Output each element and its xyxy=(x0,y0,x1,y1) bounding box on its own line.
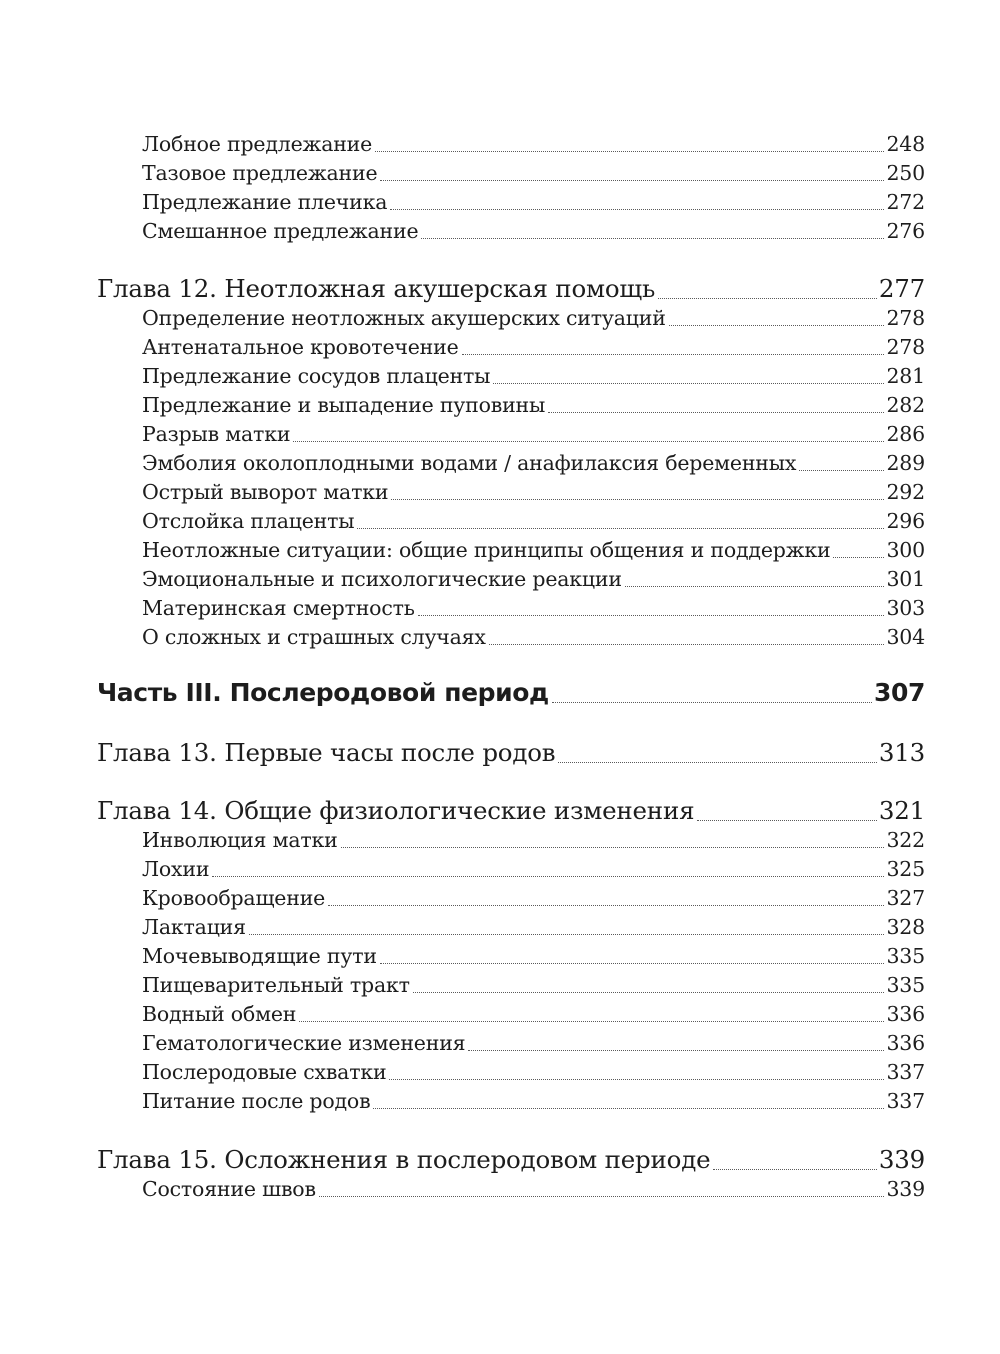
toc-entry-title: Антенатальное кровотечение xyxy=(142,335,459,359)
dot-leader xyxy=(468,1049,884,1051)
toc-entry-title: Пищеварительный тракт xyxy=(142,973,410,997)
toc-entry-page: 325 xyxy=(886,857,925,881)
toc-entry-page: 278 xyxy=(886,335,925,359)
dot-leader xyxy=(380,179,884,181)
toc-entry-page: 292 xyxy=(886,480,925,504)
toc-entry-page: 328 xyxy=(886,915,925,939)
toc-entry xyxy=(142,1177,925,1201)
dot-leader xyxy=(658,297,877,299)
toc-entry xyxy=(142,306,925,330)
toc-entry-page: 278 xyxy=(886,306,925,330)
chapter-page: 321 xyxy=(878,796,925,825)
toc-entry-title: Питание после родов xyxy=(142,1089,371,1113)
dot-leader xyxy=(697,819,877,821)
dot-leader xyxy=(625,585,885,587)
toc-entry-title: Послеродовые схватки xyxy=(142,1060,387,1084)
toc-entry-title: Лактация xyxy=(142,915,246,939)
chapter-page: 313 xyxy=(878,738,925,767)
toc-entry-page: 281 xyxy=(886,364,925,388)
toc-entry-page: 327 xyxy=(886,886,925,910)
dot-leader xyxy=(341,846,885,848)
toc-entry xyxy=(142,886,925,910)
toc-entry-page: 301 xyxy=(886,567,925,591)
toc-entry-page: 272 xyxy=(886,190,925,214)
toc-entry-page: 286 xyxy=(886,422,925,446)
dot-leader xyxy=(249,933,885,935)
dot-leader xyxy=(357,527,884,529)
toc-entry xyxy=(142,509,925,533)
toc-entry-title: Лохии xyxy=(142,857,210,881)
toc-entry xyxy=(142,944,925,968)
toc-entry-page: 300 xyxy=(886,538,925,562)
chapter-title: Глава 14. Общие физиологические изменения xyxy=(97,796,695,825)
toc-entry xyxy=(142,364,925,388)
chapter-heading xyxy=(97,796,925,825)
toc-entry-page: 282 xyxy=(886,393,925,417)
toc-entry-title: Разрыв матки xyxy=(142,422,291,446)
chapter-page: 277 xyxy=(878,274,925,303)
toc-entry xyxy=(142,828,925,852)
toc-entry-page: 337 xyxy=(886,1060,925,1084)
toc-entry-page: 289 xyxy=(886,451,925,475)
dot-leader xyxy=(669,324,885,326)
toc-entry-title: Предлежание плечика xyxy=(142,190,388,214)
toc-entry-page: 337 xyxy=(886,1089,925,1113)
toc-entry-title: Определение неотложных акушерских ситуаций xyxy=(142,306,666,330)
dot-leader xyxy=(552,701,872,703)
toc-entry-page: 296 xyxy=(886,509,925,533)
toc-entry xyxy=(142,219,925,243)
chapter-heading xyxy=(97,274,925,303)
toc-entry xyxy=(142,161,925,185)
toc-entry-page: 248 xyxy=(886,132,925,156)
toc-entry-title: Отслойка плаценты xyxy=(142,509,355,533)
toc-entry-page: 336 xyxy=(886,1002,925,1026)
toc-entry xyxy=(142,393,925,417)
toc-entry xyxy=(142,567,925,591)
toc-entry-title: Смешанное предлежание xyxy=(142,219,419,243)
toc-entry xyxy=(142,335,925,359)
toc-entry-page: 336 xyxy=(886,1031,925,1055)
part-page: 307 xyxy=(874,678,925,707)
toc-entry-page: 303 xyxy=(886,596,925,620)
chapter-page: 339 xyxy=(878,1145,925,1174)
chapter-title: Глава 15. Осложнения в послеродовом периоде xyxy=(97,1145,711,1174)
toc-entry xyxy=(142,190,925,214)
toc-entry xyxy=(142,1031,925,1055)
toc-entry-page: 339 xyxy=(886,1177,925,1201)
dot-leader xyxy=(833,556,884,558)
toc-entry-title: Состояние швов xyxy=(142,1177,316,1201)
toc-entry xyxy=(142,973,925,997)
dot-leader xyxy=(462,353,885,355)
dot-leader xyxy=(548,411,884,413)
toc-entry xyxy=(142,422,925,446)
dot-leader xyxy=(413,991,885,993)
toc-entry-title: Неотложные ситуации: общие принципы общения и поддержки xyxy=(142,538,831,562)
dot-leader xyxy=(421,237,884,239)
dot-leader xyxy=(390,208,884,210)
dot-leader xyxy=(293,440,884,442)
toc-entry-title: Тазовое предлежание xyxy=(142,161,378,185)
dot-leader xyxy=(299,1020,884,1022)
toc-entry-page: 276 xyxy=(886,219,925,243)
toc-entry-title: Эмоциональные и психологические реакции xyxy=(142,567,622,591)
toc-entry xyxy=(142,625,925,649)
toc-entry-page: 304 xyxy=(886,625,925,649)
toc-entry-page: 322 xyxy=(886,828,925,852)
dot-leader xyxy=(391,498,884,500)
dot-leader xyxy=(489,643,885,645)
chapter-heading xyxy=(97,738,925,767)
toc-entry-page: 335 xyxy=(886,944,925,968)
part-title: Часть III. Послеродовой период xyxy=(97,678,549,707)
toc-entry-title: Материнская смертность xyxy=(142,596,415,620)
dot-leader xyxy=(389,1078,884,1080)
dot-leader xyxy=(319,1195,885,1197)
dot-leader xyxy=(375,150,884,152)
chapter-heading xyxy=(97,1145,925,1174)
toc-entry xyxy=(142,1060,925,1084)
toc-entry-page: 250 xyxy=(886,161,925,185)
toc-entry-title: Инволюция матки xyxy=(142,828,338,852)
dot-leader xyxy=(373,1107,884,1109)
toc-entry-title: Гематологические изменения xyxy=(142,1031,466,1055)
toc-entry-title: Острый выворот матки xyxy=(142,480,389,504)
chapter-title: Глава 13. Первые часы после родов xyxy=(97,738,556,767)
toc-entry xyxy=(142,132,925,156)
toc-entry-title: О сложных и страшных случаях xyxy=(142,625,486,649)
dot-leader xyxy=(493,382,884,384)
toc-entry-title: Мочевыводящие пути xyxy=(142,944,377,968)
toc-entry-title: Эмболия околоплодными водами / анафилаксия беременных xyxy=(142,451,797,475)
toc-entry xyxy=(142,480,925,504)
toc-entry xyxy=(142,538,925,562)
toc-entry-title: Предлежание сосудов плаценты xyxy=(142,364,491,388)
toc-entry xyxy=(142,451,925,475)
toc-entry xyxy=(142,596,925,620)
dot-leader xyxy=(799,469,884,471)
toc-entry xyxy=(142,1089,925,1113)
dot-leader xyxy=(328,904,884,906)
dot-leader xyxy=(380,962,885,964)
dot-leader xyxy=(558,761,876,763)
part-heading xyxy=(97,678,925,707)
toc-entry xyxy=(142,915,925,939)
dot-leader xyxy=(212,875,884,877)
dot-leader xyxy=(713,1168,876,1170)
toc-entry-title: Лобное предлежание xyxy=(142,132,373,156)
toc-entry-title: Водный обмен xyxy=(142,1002,297,1026)
dot-leader xyxy=(418,614,885,616)
toc-entry-page: 335 xyxy=(886,973,925,997)
toc-entry-title: Кровообращение xyxy=(142,886,326,910)
toc-entry xyxy=(142,857,925,881)
chapter-title: Глава 12. Неотложная акушерская помощь xyxy=(97,274,656,303)
toc-entry-title: Предлежание и выпадение пуповины xyxy=(142,393,546,417)
toc-entry xyxy=(142,1002,925,1026)
